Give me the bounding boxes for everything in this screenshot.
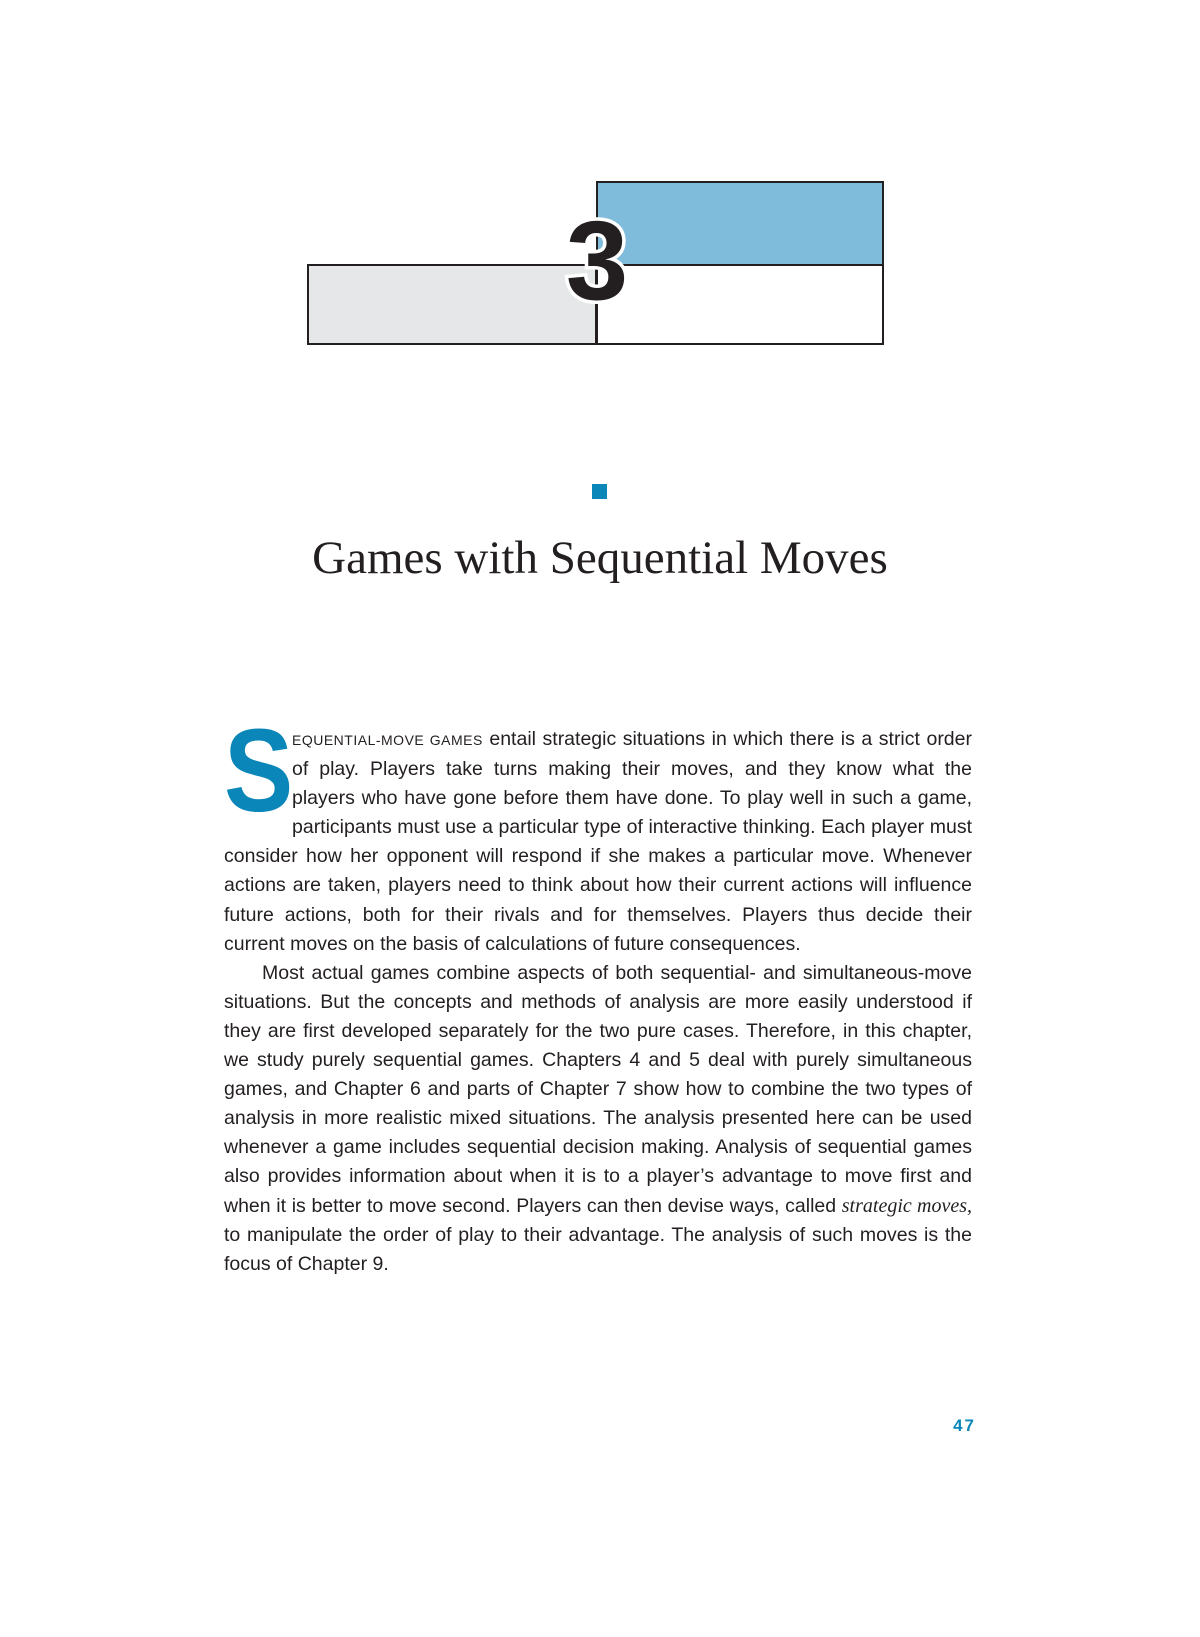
paragraph-1 xyxy=(224,705,972,959)
body-text xyxy=(224,705,972,1279)
title-square-ornament xyxy=(592,484,607,499)
paragraph-2-text-a: Most actual games combine aspects of both sequential- and simultaneous-move situations. But the concepts and methods of analysis are more easily understood if they are first developed separately for the two pure cases. Therefore, in this chapter, we study purely sequential games. Chapters 4 and 5 deal with purely simultaneous games, and Chapter 6 and parts of Chapter 7 show how to combine the two types of analysis in more realistic mixed situations. The analysis presented here can be used whenever a game includes sequential decision making. Analysis of sequential games also provides information about when it is to a player’s advantage to move first and when it is better to move second. Players can then devise ways, called xyxy=(224,961,972,1217)
chapter-title: Games with Sequential Moves xyxy=(312,532,888,584)
lead-in-smallcaps: EQUENTIAL-MOVE GAMES xyxy=(292,732,483,748)
paragraph-2-text-b: to manipulate the order of play to their advantage. The analysis of such moves is the focus of Chapter 9. xyxy=(224,1223,972,1275)
paragraph-1-text: entail strategic situations in which there is a strict order of play. Players take turns making their moves, and they know what the players who have gone before them have done. To play well in such a game, participants must use a particular type of interactive thinking. Each player must consider how her opponent will respond if she makes a particular move. Whenever actions are taken, players need to think about how their current actions will influence future actions, both for their rivals and for themselves. Players thus decide their current moves on the basis of calculations of future consequences. xyxy=(224,728,972,955)
chapter-number: 3 xyxy=(565,198,629,323)
chapter-number-graphic xyxy=(0,0,1200,400)
paragraph-2 xyxy=(224,959,972,1279)
term-strategic-moves: strategic moves, xyxy=(841,1194,972,1217)
page-number: 47 xyxy=(953,1416,976,1435)
drop-cap: S xyxy=(224,705,294,837)
